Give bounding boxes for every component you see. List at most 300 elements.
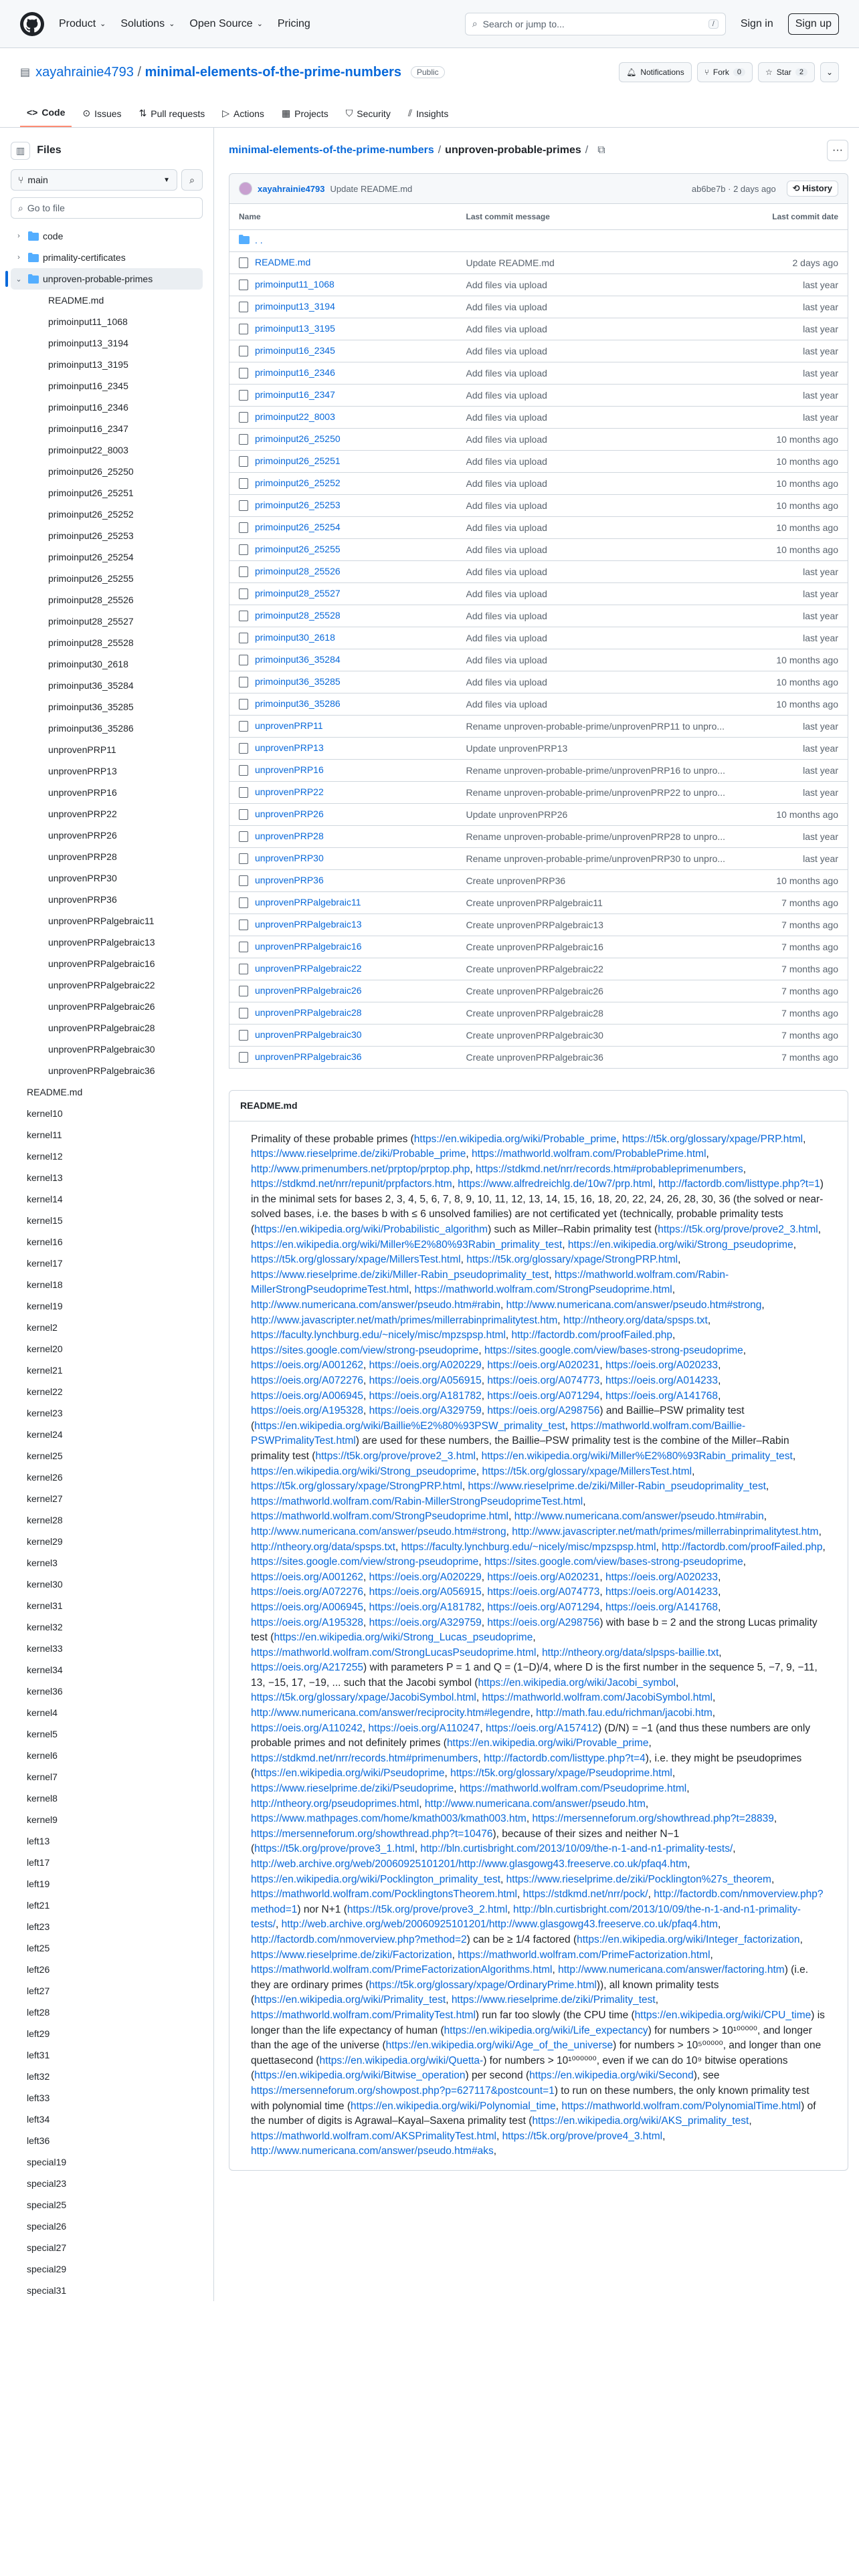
readme-link[interactable]: http://ntheory.org/data/spsps.txt bbox=[563, 1314, 708, 1326]
tree-file[interactable] bbox=[11, 525, 203, 546]
nav-open-source[interactable]: Open Source ⌄ bbox=[189, 17, 263, 29]
file-link[interactable]: primoinput26_25255 bbox=[255, 543, 341, 554]
search-input[interactable]: ⌕ Search or jump to... / bbox=[465, 13, 726, 35]
readme-link[interactable]: http://factordb.com/listtype.php?t=4 bbox=[484, 1752, 646, 1764]
chevron-right-icon[interactable]: › bbox=[17, 253, 20, 261]
table-row[interactable] bbox=[229, 560, 848, 582]
table-row[interactable] bbox=[229, 1024, 848, 1046]
readme-link[interactable]: https://t5k.org/glossary/xpage/MillersTest.html bbox=[482, 1465, 692, 1477]
tree-file[interactable] bbox=[11, 718, 203, 739]
tab-security[interactable]: ⛉ Security bbox=[345, 108, 391, 119]
go-to-file-input[interactable]: ⌕ Go to file bbox=[11, 197, 203, 219]
readme-link[interactable]: https://en.wikipedia.org/wiki/Probable_prime bbox=[413, 1133, 617, 1145]
commit-message-link[interactable]: Create unprovenPRPalgebraic28 bbox=[466, 1007, 603, 1018]
tree-file[interactable] bbox=[11, 760, 203, 782]
readme-link[interactable]: https://en.wikipedia.org/wiki/Polynomial_time bbox=[351, 2100, 556, 2112]
readme-link[interactable]: http://ntheory.org/data/spsps.txt bbox=[251, 1541, 395, 1553]
tree-file[interactable] bbox=[11, 1103, 203, 1124]
tree-file[interactable] bbox=[11, 2087, 203, 2109]
readme-link[interactable]: http://factordb.com/listtype.php?t=1 bbox=[658, 1178, 820, 1190]
readme-link[interactable]: https://www.rieselprime.de/ziki/Pseudoprime bbox=[251, 1783, 454, 1795]
repo-owner-link[interactable]: xayahrainie4793 bbox=[35, 64, 134, 80]
readme-link[interactable]: https://stdkmd.net/nrr/records.htm#primenumbers bbox=[251, 1752, 478, 1764]
readme-link[interactable]: http://factordb.com/nmoverview.php?method=1 bbox=[251, 1889, 824, 1915]
search-files-button[interactable] bbox=[181, 169, 203, 191]
file-link[interactable]: unprovenPRPalgebraic13 bbox=[255, 918, 362, 930]
table-row[interactable] bbox=[229, 274, 848, 296]
readme-link[interactable]: https://oeis.org/A157412 bbox=[486, 1722, 599, 1734]
readme-link[interactable]: https://en.wikipedia.org/wiki/Jacobi_symbol bbox=[478, 1677, 676, 1689]
table-row[interactable] bbox=[229, 406, 848, 428]
tree-file[interactable] bbox=[11, 1424, 203, 1445]
file-link[interactable]: primoinput28_25527 bbox=[255, 587, 341, 599]
star-dropdown-button[interactable] bbox=[820, 62, 839, 82]
table-row[interactable] bbox=[229, 428, 848, 450]
tree-file[interactable] bbox=[11, 1060, 203, 1081]
commit-message-link[interactable]: Add files via upload bbox=[466, 676, 547, 687]
tab-actions[interactable]: ▷ Actions bbox=[222, 108, 264, 119]
tree-file[interactable] bbox=[11, 1681, 203, 1702]
table-row[interactable] bbox=[229, 671, 848, 693]
readme-link[interactable]: https://t5k.org/glossary/xpage/StrongPRP.html bbox=[251, 1481, 462, 1493]
sidebar-toggle-icon[interactable]: ▥ bbox=[11, 142, 30, 160]
readme-link[interactable]: https://en.wikipedia.org/wiki/Strong_pseudoprime bbox=[567, 1239, 793, 1251]
commit-message-link[interactable]: Add files via upload bbox=[466, 698, 547, 710]
tab-pull-requests[interactable]: ⇅ Pull requests bbox=[138, 108, 205, 119]
commit-message-link[interactable]: Add files via upload bbox=[466, 323, 547, 334]
table-row[interactable] bbox=[229, 649, 848, 671]
readme-link[interactable]: https://oeis.org/A020231 bbox=[487, 1571, 600, 1583]
commit-message-link[interactable]: Update unprovenPRP13 bbox=[466, 742, 568, 754]
commit-message-link[interactable]: Add files via upload bbox=[466, 301, 547, 312]
readme-link[interactable]: https://stdkmd.net/nrr/pock/ bbox=[522, 1889, 648, 1901]
tree-file[interactable] bbox=[11, 1852, 203, 1873]
readme-link[interactable]: https://t5k.org/glossary/xpage/Pseudoprime.html bbox=[450, 1767, 672, 1780]
readme-link[interactable]: https://oeis.org/A181782 bbox=[369, 1390, 482, 1402]
file-link[interactable]: primoinput16_2347 bbox=[255, 389, 335, 400]
readme-link[interactable]: https://mersenneforum.org/showthread.php?t=28839 bbox=[532, 1813, 774, 1825]
table-row[interactable] bbox=[229, 891, 848, 914]
readme-link[interactable]: http://web.archive.org/web/20060925101201/http://www.glasgowg43.freeserve.co.uk/pfaq4.htm bbox=[251, 1858, 688, 1870]
readme-link[interactable]: http://www.numericana.com/answer/pseudo.htm#aks bbox=[251, 2145, 494, 2157]
tree-file[interactable] bbox=[11, 482, 203, 504]
file-link[interactable]: unprovenPRP22 bbox=[255, 786, 324, 797]
tree-file[interactable] bbox=[11, 2023, 203, 2044]
readme-link[interactable]: http://www.numericana.com/answer/factoring.htm bbox=[558, 1964, 785, 1976]
tree-file[interactable] bbox=[11, 1788, 203, 1809]
file-link[interactable]: primoinput26_25254 bbox=[255, 521, 341, 532]
readme-link[interactable]: https://oeis.org/A195328 bbox=[251, 1405, 364, 1417]
file-link[interactable]: unprovenPRP11 bbox=[255, 720, 323, 731]
tree-file[interactable] bbox=[11, 1937, 203, 1959]
readme-link[interactable]: https://oeis.org/A072276 bbox=[251, 1375, 364, 1386]
table-row[interactable] bbox=[229, 627, 848, 649]
readme-link[interactable]: https://en.wikipedia.org/wiki/AKS_primality_test bbox=[532, 2115, 749, 2127]
repo-name-link[interactable]: minimal-elements-of-the-prime-numbers bbox=[145, 64, 401, 80]
readme-link[interactable]: https://mathworld.wolfram.com/PrimeFactorizationAlgorithms.html bbox=[251, 1964, 553, 1976]
tree-file[interactable] bbox=[11, 1959, 203, 1980]
readme-link[interactable]: https://faculty.lynchburg.edu/~nicely/misc/mpzspsp.html bbox=[251, 1329, 506, 1341]
tree-file[interactable] bbox=[11, 418, 203, 439]
tree-file[interactable] bbox=[11, 2002, 203, 2023]
commit-message-link[interactable]: Create unprovenPRPalgebraic22 bbox=[466, 963, 603, 974]
tree-file[interactable] bbox=[11, 1488, 203, 1509]
readme-link[interactable]: https://mathworld.wolfram.com/Pseudoprime.html bbox=[459, 1783, 687, 1795]
readme-link[interactable]: https://oeis.org/A020229 bbox=[369, 1571, 482, 1583]
tree-file[interactable] bbox=[11, 974, 203, 996]
readme-link[interactable]: https://t5k.org/glossary/xpage/StrongPRP.html bbox=[466, 1254, 678, 1266]
readme-link[interactable]: https://www.rieselprime.de/ziki/Pocklington%27s_theorem bbox=[506, 1873, 771, 1885]
readme-link[interactable]: https://en.wikipedia.org/wiki/Pseudoprime bbox=[254, 1767, 445, 1780]
tree-file[interactable] bbox=[11, 867, 203, 889]
tree-file[interactable] bbox=[11, 653, 203, 675]
file-link[interactable]: unprovenPRPalgebraic26 bbox=[255, 984, 362, 996]
readme-link[interactable]: https://faculty.lynchburg.edu/~nicely/misc/mpzspsp.html bbox=[401, 1541, 656, 1553]
tree-file[interactable] bbox=[11, 1360, 203, 1381]
readme-link[interactable]: https://en.wikipedia.org/wiki/Pocklington_primality_test bbox=[251, 1873, 501, 1885]
tree-file[interactable] bbox=[11, 589, 203, 611]
tree-file[interactable] bbox=[11, 2280, 203, 2301]
readme-link[interactable]: https://oeis.org/A298756 bbox=[487, 1405, 600, 1417]
tree-file[interactable] bbox=[11, 632, 203, 653]
file-link[interactable]: primoinput13_3195 bbox=[255, 322, 335, 334]
tree-file[interactable] bbox=[11, 1574, 203, 1595]
commit-message-link[interactable]: Create unprovenPRP36 bbox=[466, 875, 566, 886]
readme-link[interactable]: https://sites.google.com/view/bases-strong-pseudoprime bbox=[484, 1344, 743, 1356]
readme-link[interactable]: https://oeis.org/A020233 bbox=[605, 1360, 719, 1372]
tree-file[interactable] bbox=[11, 2044, 203, 2066]
commit-message-link[interactable]: Create unprovenPRPalgebraic26 bbox=[466, 985, 603, 996]
readme-link[interactable]: http://www.javascripter.net/math/primes/millerrabinprimalitytest.htm bbox=[512, 1525, 819, 1537]
copy-path-icon[interactable]: ⧉ bbox=[597, 144, 605, 156]
readme-link[interactable]: https://mathworld.wolfram.com/StrongPseudoprime.html bbox=[251, 1511, 509, 1523]
readme-link[interactable]: https://en.wikipedia.org/wiki/Bitwise_operation bbox=[254, 2070, 466, 2082]
github-logo-icon[interactable] bbox=[20, 12, 44, 36]
nav-product[interactable]: Product ⌄ bbox=[59, 17, 106, 29]
tree-file[interactable] bbox=[11, 1531, 203, 1552]
tree-file[interactable] bbox=[11, 910, 203, 932]
readme-link[interactable]: http://factordb.com/proofFailed.php bbox=[662, 1541, 823, 1553]
parent-directory-link[interactable]: . . bbox=[255, 234, 263, 245]
tree-file[interactable] bbox=[11, 1595, 203, 1616]
commit-message[interactable]: Update README.md bbox=[330, 183, 413, 194]
readme-link[interactable]: https://sites.google.com/view/strong-pseudoprime bbox=[251, 1556, 479, 1568]
tree-file[interactable] bbox=[11, 1402, 203, 1424]
file-link[interactable]: primoinput16_2345 bbox=[255, 344, 335, 356]
file-link[interactable]: primoinput30_2618 bbox=[255, 631, 335, 643]
readme-link[interactable]: https://mathworld.wolfram.com/Rabin-MillerStrongPseudoprimeTest.html bbox=[251, 1269, 729, 1296]
readme-link[interactable]: https://mathworld.wolfram.com/StrongLucasPseudoprime.html bbox=[251, 1646, 537, 1658]
tree-file[interactable] bbox=[11, 953, 203, 974]
tree-file[interactable] bbox=[11, 1723, 203, 1745]
table-row[interactable] bbox=[229, 914, 848, 936]
tree-file[interactable] bbox=[11, 1916, 203, 1937]
commit-message-link[interactable]: Add files via upload bbox=[466, 500, 547, 511]
commit-message-link[interactable]: Add files via upload bbox=[466, 654, 547, 665]
readme-link[interactable]: https://oeis.org/A074773 bbox=[487, 1586, 600, 1598]
readme-link[interactable]: https://oeis.org/A001262 bbox=[251, 1571, 364, 1583]
tree-file[interactable] bbox=[11, 1445, 203, 1467]
table-row[interactable] bbox=[229, 715, 848, 737]
file-link[interactable]: primoinput26_25253 bbox=[255, 499, 341, 510]
table-row[interactable] bbox=[229, 251, 848, 274]
readme-link[interactable]: https://en.wikipedia.org/wiki/Baillie%E2%80%93PSW_primality_test bbox=[254, 1420, 565, 1432]
readme-link[interactable]: https://oeis.org/A141768 bbox=[605, 1390, 719, 1402]
tree-file[interactable] bbox=[11, 1381, 203, 1402]
tree-file[interactable] bbox=[11, 2109, 203, 2130]
readme-link[interactable]: https://en.wikipedia.org/wiki/Second bbox=[529, 2070, 694, 2082]
tree-file[interactable] bbox=[11, 2151, 203, 2173]
tree-file[interactable] bbox=[11, 611, 203, 632]
table-row[interactable] bbox=[229, 958, 848, 980]
readme-link[interactable]: https://www.alfredreichlg.de/10w7/prp.html bbox=[458, 1178, 653, 1190]
readme-link[interactable]: http://www.numericana.com/answer/pseudo.htm#strong bbox=[506, 1299, 762, 1311]
table-row[interactable] bbox=[229, 737, 848, 759]
readme-link[interactable]: https://mathworld.wolfram.com/PrimeFactorization.html bbox=[458, 1949, 710, 1961]
commit-message-link[interactable]: Add files via upload bbox=[466, 367, 547, 379]
table-row[interactable] bbox=[229, 450, 848, 472]
readme-link[interactable]: https://oeis.org/A014233 bbox=[605, 1375, 719, 1386]
commit-message-link[interactable]: Create unprovenPRPalgebraic16 bbox=[466, 941, 603, 952]
tree-file[interactable] bbox=[11, 932, 203, 953]
readme-link[interactable]: https://oeis.org/A329759 bbox=[369, 1616, 482, 1628]
readme-link[interactable]: https://en.wikipedia.org/wiki/Probabilistic_algorithm bbox=[254, 1224, 488, 1236]
tree-file[interactable] bbox=[11, 696, 203, 718]
file-link[interactable]: unprovenPRP26 bbox=[255, 808, 324, 819]
tree-file[interactable] bbox=[11, 803, 203, 825]
table-row[interactable] bbox=[229, 825, 848, 847]
readme-link[interactable]: https://oeis.org/A014233 bbox=[605, 1586, 719, 1598]
tree-file[interactable] bbox=[11, 1295, 203, 1317]
tree-file[interactable] bbox=[11, 1702, 203, 1723]
table-row[interactable] bbox=[229, 980, 848, 1002]
readme-link[interactable]: http://www.numericana.com/answer/pseudo.htm bbox=[424, 1798, 646, 1810]
readme-link[interactable]: https://oeis.org/A020233 bbox=[605, 1571, 719, 1583]
readme-link[interactable]: https://en.wikipedia.org/wiki/Provable_prime bbox=[446, 1737, 649, 1749]
file-link[interactable]: primoinput36_35284 bbox=[255, 653, 341, 665]
readme-link[interactable]: https://en.wikipedia.org/wiki/Life_expectancy bbox=[444, 2024, 648, 2036]
tree-file[interactable] bbox=[11, 1274, 203, 1295]
readme-link[interactable]: http://ntheory.org/data/slpsps-baillie.txt bbox=[542, 1646, 719, 1658]
table-row[interactable] bbox=[229, 803, 848, 825]
readme-link[interactable]: https://t5k.org/glossary/xpage/MillersTest.html bbox=[251, 1254, 461, 1266]
tree-file[interactable] bbox=[11, 1081, 203, 1103]
readme-link[interactable]: https://t5k.org/glossary/xpage/JacobiSymbol.html bbox=[251, 1692, 476, 1704]
readme-link[interactable]: https://oeis.org/A074773 bbox=[487, 1375, 600, 1386]
readme-link[interactable]: http://ntheory.org/pseudoprimes.html bbox=[251, 1798, 419, 1810]
tree-file[interactable] bbox=[11, 739, 203, 760]
readme-link[interactable]: https://oeis.org/A181782 bbox=[369, 1601, 482, 1613]
readme-link[interactable]: http://www.numericana.com/answer/pseudo.htm#rabin bbox=[251, 1299, 501, 1311]
readme-link[interactable]: http://www.primenumbers.net/prptop/prptop.php bbox=[251, 1163, 470, 1175]
readme-link[interactable]: https://stdkmd.net/nrr/repunit/prpfactors.htm bbox=[251, 1178, 452, 1190]
commit-message-link[interactable]: Rename unproven-probable-prime/unprovenPRP11 to unpro... bbox=[466, 720, 725, 732]
readme-link[interactable]: https://sites.google.com/view/strong-pseudoprime bbox=[251, 1344, 479, 1356]
readme-link[interactable]: https://oeis.org/A298756 bbox=[487, 1616, 600, 1628]
tree-file[interactable] bbox=[11, 1830, 203, 1852]
readme-link[interactable]: https://en.wikipedia.org/wiki/Quetta- bbox=[319, 2054, 484, 2066]
readme-link[interactable]: http://factordb.com/proofFailed.php bbox=[511, 1329, 672, 1341]
tab-projects[interactable]: ▦ Projects bbox=[281, 108, 328, 119]
readme-link[interactable]: https://t5k.org/prove/prove4_3.html bbox=[502, 2130, 663, 2142]
readme-link[interactable]: https://mathworld.wolfram.com/JacobiSymbol.html bbox=[482, 1692, 713, 1704]
readme-link[interactable]: https://mathworld.wolfram.com/Rabin-MillerStrongPseudoprimeTest.html bbox=[251, 1495, 583, 1507]
readme-link[interactable]: https://oeis.org/A217255 bbox=[251, 1662, 364, 1674]
tree-file[interactable] bbox=[11, 1766, 203, 1788]
commit-message-link[interactable]: Create unprovenPRPalgebraic36 bbox=[466, 1051, 603, 1063]
table-row[interactable] bbox=[229, 318, 848, 340]
table-row[interactable] bbox=[229, 516, 848, 538]
table-row[interactable] bbox=[229, 362, 848, 384]
commit-message-link[interactable]: Add files via upload bbox=[466, 522, 547, 533]
nav-pricing[interactable]: Pricing bbox=[277, 17, 310, 29]
commit-message-link[interactable]: Add files via upload bbox=[466, 279, 547, 290]
readme-link[interactable]: https://en.wikipedia.org/wiki/Age_of_the_universe bbox=[385, 2040, 613, 2052]
readme-link[interactable]: https://oeis.org/A020231 bbox=[487, 1360, 600, 1372]
table-row[interactable] bbox=[229, 1002, 848, 1024]
table-row[interactable] bbox=[229, 472, 848, 494]
tree-file[interactable] bbox=[11, 1210, 203, 1231]
tree-file[interactable] bbox=[11, 1638, 203, 1659]
file-link[interactable]: primoinput26_25252 bbox=[255, 477, 341, 488]
commit-message-link[interactable]: Rename unproven-probable-prime/unprovenPRP28 to unpro... bbox=[466, 831, 726, 842]
tree-file[interactable] bbox=[11, 568, 203, 589]
tree-folder[interactable] bbox=[11, 225, 203, 247]
tree-file[interactable] bbox=[11, 1509, 203, 1531]
readme-link[interactable]: https://mersenneforum.org/showthread.php?t=10476 bbox=[251, 1828, 493, 1840]
readme-link[interactable]: https://mathworld.wolfram.com/StrongPseudoprime.html bbox=[414, 1284, 672, 1296]
readme-link[interactable]: http://bln.curtisbright.com/2013/10/09/the-n-1-and-n1-primality-tests/ bbox=[420, 1843, 733, 1855]
tree-file[interactable] bbox=[11, 889, 203, 910]
tree-file[interactable] bbox=[11, 504, 203, 525]
readme-link[interactable]: https://oeis.org/A006945 bbox=[251, 1601, 364, 1613]
tree-file[interactable] bbox=[11, 1745, 203, 1766]
file-link[interactable]: primoinput28_25528 bbox=[255, 609, 341, 621]
commit-message-link[interactable]: Add files via upload bbox=[466, 411, 547, 423]
file-link[interactable]: unprovenPRPalgebraic16 bbox=[255, 940, 362, 952]
file-link[interactable]: unprovenPRP28 bbox=[255, 830, 324, 841]
readme-link[interactable]: http://www.numericana.com/answer/pseudo.htm#rabin bbox=[514, 1511, 764, 1523]
readme-link[interactable]: https://t5k.org/prove/prove3_1.html bbox=[254, 1843, 415, 1855]
commit-message-link[interactable]: Add files via upload bbox=[466, 389, 547, 401]
commit-message-link[interactable]: Add files via upload bbox=[466, 566, 547, 577]
table-row[interactable] bbox=[229, 384, 848, 406]
commit-message-link[interactable]: Update unprovenPRP26 bbox=[466, 809, 568, 820]
readme-link[interactable]: https://oeis.org/A195328 bbox=[251, 1616, 364, 1628]
file-link[interactable]: unprovenPRP16 bbox=[255, 764, 324, 775]
tree-file[interactable] bbox=[11, 1338, 203, 1360]
tree-file[interactable] bbox=[11, 2216, 203, 2237]
readme-link[interactable]: https://en.wikipedia.org/wiki/Primality_test bbox=[254, 1994, 446, 2006]
tree-file[interactable] bbox=[11, 675, 203, 696]
table-row[interactable] bbox=[229, 781, 848, 803]
tree-file[interactable] bbox=[11, 546, 203, 568]
nav-solutions[interactable]: Solutions ⌄ bbox=[120, 17, 175, 29]
table-row[interactable] bbox=[229, 1046, 848, 1068]
table-row[interactable] bbox=[229, 538, 848, 560]
tree-file[interactable] bbox=[11, 1317, 203, 1338]
table-row[interactable] bbox=[229, 340, 848, 362]
tree-file[interactable] bbox=[11, 1167, 203, 1188]
readme-link[interactable]: http://bln.curtisbright.com/2013/10/09/the-n-1-and-n1-primality-tests/ bbox=[251, 1903, 801, 1931]
commit-message-link[interactable]: Add files via upload bbox=[466, 455, 547, 467]
tree-file[interactable] bbox=[11, 1552, 203, 1574]
readme-link[interactable]: https://en.wikipedia.org/wiki/Strong_pseudoprime bbox=[251, 1465, 476, 1477]
file-link[interactable]: README.md bbox=[255, 256, 311, 267]
readme-link[interactable]: https://oeis.org/A071294 bbox=[487, 1390, 600, 1402]
readme-link[interactable]: https://mathworld.wolfram.com/PolynomialTime.html bbox=[561, 2100, 801, 2112]
commit-hash[interactable]: ab6be7b bbox=[691, 183, 726, 194]
sign-in-link[interactable]: Sign in bbox=[740, 17, 773, 29]
tree-file[interactable] bbox=[11, 397, 203, 418]
notifications-button[interactable]: 🔔︎ Notifications bbox=[619, 62, 692, 82]
tree-file[interactable] bbox=[11, 2258, 203, 2280]
avatar[interactable] bbox=[239, 182, 252, 195]
readme-link[interactable]: https://oeis.org/A110242 bbox=[251, 1722, 363, 1734]
readme-link[interactable]: https://mathworld.wolfram.com/Baillie-PSWPrimalityTest.html bbox=[251, 1420, 746, 1447]
readme-link[interactable]: https://en.wikipedia.org/wiki/Miller%E2%80%93Rabin_primality_test bbox=[481, 1450, 793, 1462]
readme-link[interactable]: http://www.javascripter.net/math/primes/millerrabinprimalitytest.htm bbox=[251, 1314, 558, 1326]
commit-message-link[interactable]: Create unprovenPRPalgebraic13 bbox=[466, 919, 603, 930]
tree-file[interactable] bbox=[11, 1124, 203, 1146]
readme-link[interactable]: https://t5k.org/prove/prove2_3.html bbox=[315, 1450, 476, 1462]
chevron-down-icon[interactable]: ⌄ bbox=[15, 275, 22, 284]
commit-message-link[interactable]: Add files via upload bbox=[466, 610, 547, 621]
commit-message-link[interactable]: Add files via upload bbox=[466, 477, 547, 489]
tree-file[interactable] bbox=[11, 1017, 203, 1039]
file-link[interactable]: unprovenPRP36 bbox=[255, 874, 324, 885]
commit-message-link[interactable]: Add files via upload bbox=[466, 632, 547, 643]
tree-file[interactable] bbox=[11, 461, 203, 482]
tree-file[interactable] bbox=[11, 2066, 203, 2087]
tree-file[interactable] bbox=[11, 2130, 203, 2151]
sign-up-button[interactable]: Sign up bbox=[788, 13, 839, 35]
readme-link[interactable]: https://oeis.org/A072276 bbox=[251, 1586, 364, 1598]
readme-link[interactable]: https://en.wikipedia.org/wiki/Strong_Lucas_pseudoprime bbox=[274, 1632, 533, 1644]
commit-message-link[interactable]: Rename unproven-probable-prime/unprovenPRP30 to unpro... bbox=[466, 853, 726, 864]
tree-file[interactable] bbox=[11, 1659, 203, 1681]
file-link[interactable]: primoinput11_1068 bbox=[255, 278, 335, 290]
readme-link[interactable]: http://www.numericana.com/answer/reciprocity.htm#legendre bbox=[251, 1707, 531, 1719]
readme-link[interactable]: https://oeis.org/A110247 bbox=[368, 1722, 480, 1734]
tab-issues[interactable]: ⊙ Issues bbox=[82, 108, 122, 119]
readme-link[interactable]: https://www.rieselprime.de/ziki/Probable_prime bbox=[251, 1148, 466, 1160]
commit-message-link[interactable]: Add files via upload bbox=[466, 544, 547, 555]
tree-file[interactable] bbox=[11, 2237, 203, 2258]
file-link[interactable]: primoinput22_8003 bbox=[255, 411, 335, 422]
readme-link[interactable]: https://en.wikipedia.org/wiki/Miller%E2%80%93Rabin_primality_test bbox=[251, 1239, 563, 1251]
readme-link[interactable]: http://web.archive.org/web/20060925101201/http://www.glasgowg43.freeserve.co.uk/pfaq4.htm bbox=[281, 1919, 718, 1931]
tree-file[interactable] bbox=[11, 1253, 203, 1274]
tab-insights[interactable]: ⫽ Insights bbox=[407, 108, 449, 119]
file-link[interactable]: primoinput26_25251 bbox=[255, 455, 341, 466]
commit-message-link[interactable]: Create unprovenPRPalgebraic30 bbox=[466, 1029, 603, 1041]
tree-file[interactable] bbox=[11, 1039, 203, 1060]
tree-file[interactable] bbox=[11, 846, 203, 867]
breadcrumb-root-link[interactable]: minimal-elements-of-the-prime-numbers bbox=[229, 144, 434, 156]
readme-link[interactable]: http://www.numericana.com/answer/pseudo.htm#strong bbox=[251, 1525, 506, 1537]
commit-author[interactable]: xayahrainie4793 bbox=[258, 183, 325, 194]
readme-link[interactable]: https://en.wikipedia.org/wiki/Integer_factorization bbox=[577, 1933, 800, 1945]
readme-link[interactable]: https://www.rieselprime.de/ziki/Miller-Rabin_pseudoprimality_test bbox=[468, 1481, 766, 1493]
file-link[interactable]: primoinput26_25250 bbox=[255, 433, 341, 444]
tree-file[interactable] bbox=[11, 1616, 203, 1638]
more-options-button[interactable] bbox=[827, 140, 848, 161]
tree-file[interactable] bbox=[11, 1895, 203, 1916]
file-link[interactable]: primoinput36_35285 bbox=[255, 675, 341, 687]
readme-link[interactable]: https://oeis.org/A056915 bbox=[369, 1586, 482, 1598]
file-link[interactable]: primoinput16_2346 bbox=[255, 366, 335, 378]
